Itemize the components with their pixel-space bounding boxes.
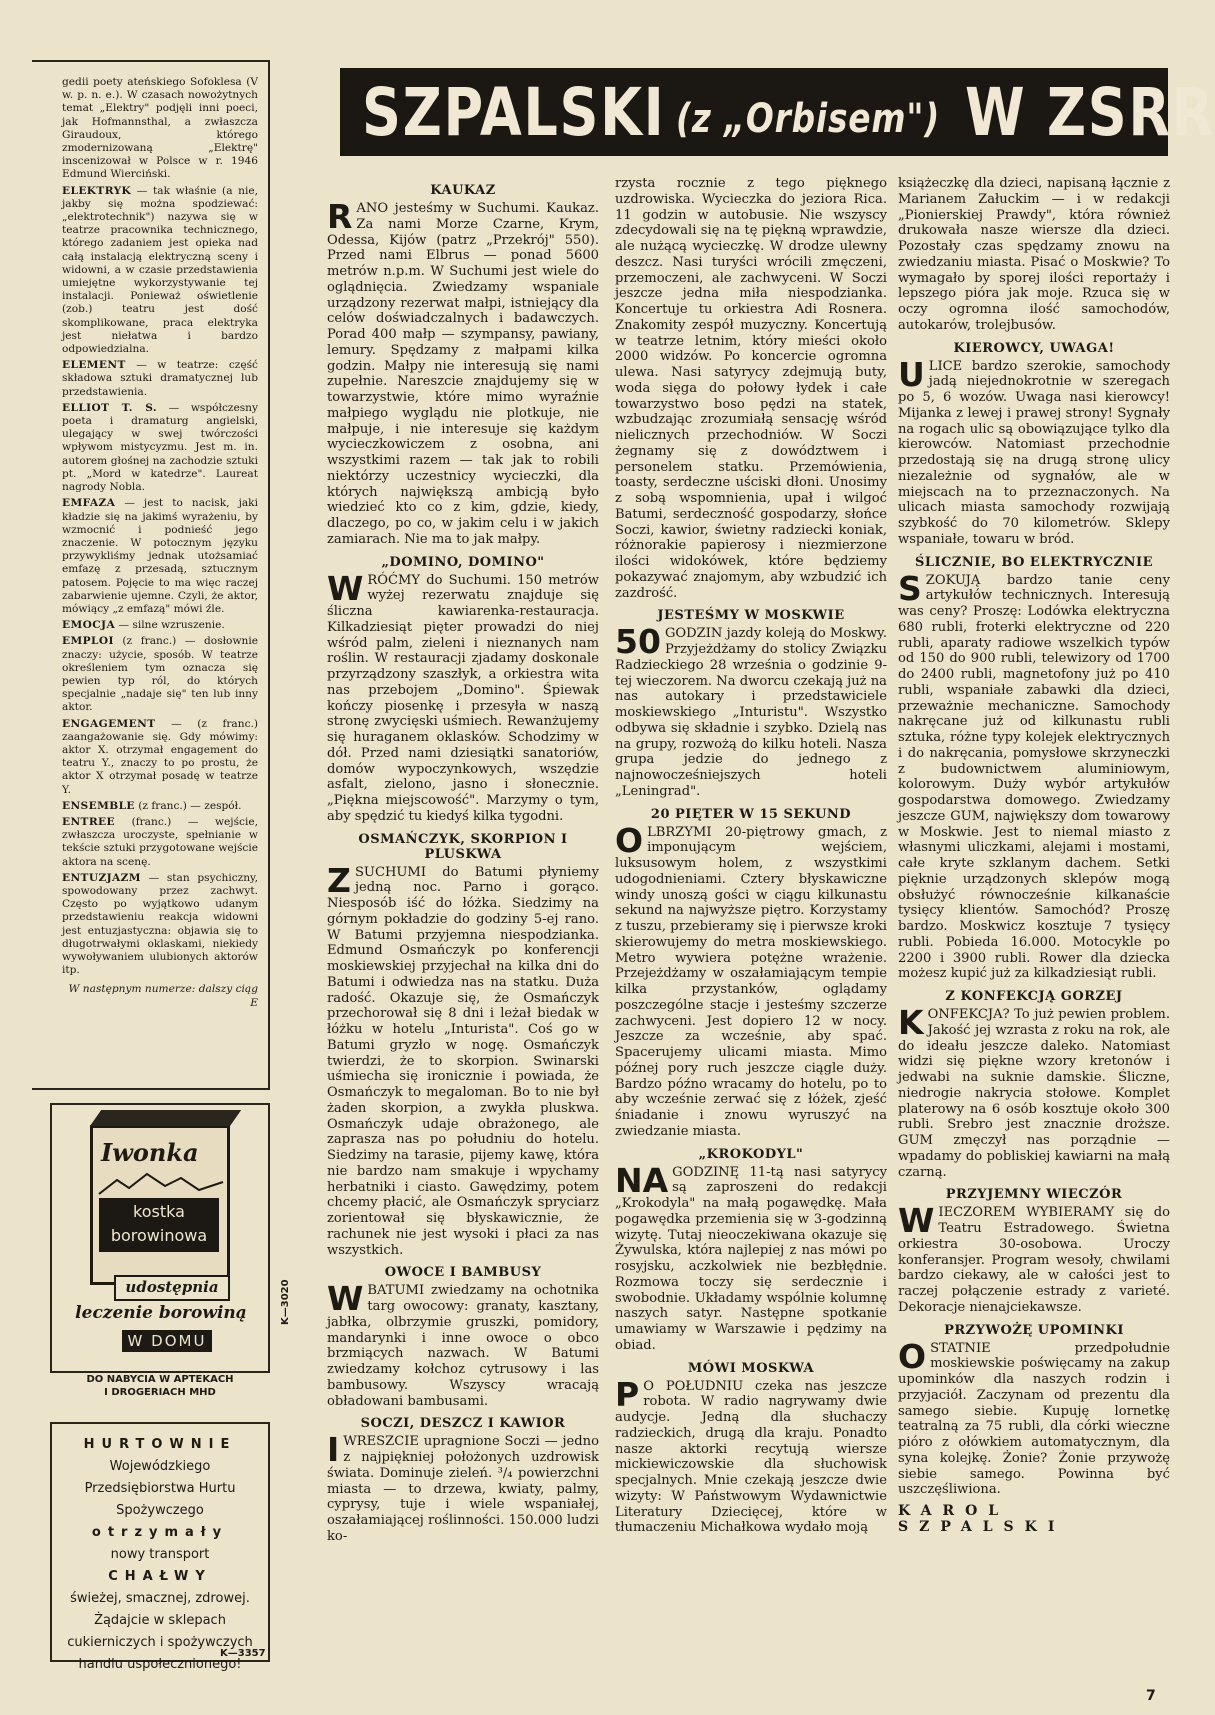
glossary-entry (62, 359, 258, 399)
column-3-sections (898, 176, 1170, 1498)
section-body: rzysta rocznie z tego pięknego uzdrowiska. Wycieczka do jeziora Rica. 11 godzin w autobusie. Nie wszyscy zdecydowali się na tę piękną wprawdzie, ale nużącą wycieczkę. W drodze ulewny deszcz. Nasi turyści wrócili zmęczeni, przemoczeni, ale zachwyceni. W Soczi jeszcze jedna miła niespodzianka. Koncertuje tu orkiestra Adi Rosnera. Znakomity zespół muzyczny. Koncertują w teatrze letnim, który mieści około 2000 widzów. Po koncercie ogromna ulewa. Nasi satyrycy zdejmują buty, woda sięga do połowy łydek i całe towarzystwo boso pędzi na statek, wzbudzając zrozumiałą sensację wśród nielicznych przechodniów. W Soczi żegnamy się z dowództwem i personelem statku. Przemówienia, toasty, serdeczne uściski dłoni. Unosimy z sobą wspomnienia, upał i wilgoć Batumi, serdeczność gospodarzy, słońce Soczi, kawior, świetny radziecki koniak, różnorakie papierosy i niezmierzone ilości widokówek, które będziemy pokazywać znajomym, aby wzbudzić ich zazdrość. (615, 176, 887, 601)
article-section (898, 555, 1170, 983)
hurt-title: HURTOWNIE (83, 1437, 237, 1452)
glossary-entry (62, 718, 258, 797)
glossary-entries (62, 185, 258, 978)
hurt-received: otrzymały (91, 1525, 229, 1540)
drop-cap: 50 (615, 622, 661, 662)
glossary-definition: — silne wzruszenie. (118, 619, 225, 632)
glossary-entry (62, 402, 258, 494)
section-title: Z KONFEKCJĄ GORZEJ (945, 989, 1123, 1004)
section-text (327, 197, 599, 548)
glossary-definition: — współczesny poeta i dramaturg angielski, ulegający w swej twórczości wpływom mistycyzmu. Jest m. in. autorem głośnej na zachodzie sztuki pt. „Mord w katedrze". Laureat nagrody Nobla. (62, 401, 258, 494)
product-box-illustration (90, 1125, 230, 1285)
theatre-glossary (32, 60, 270, 1090)
section-text (898, 176, 1170, 334)
article-section (615, 176, 887, 601)
section-body: ZOKUJĄ bardzo tanie ceny artykułów technicznych. Interesują was ceny? Proszę: Lodówka elektryczna 680 rubli, froterki elektryczne od 220 rubli, aparaty radiowe wszelkich typów od 150 do 900 rubli, telewizory od 1700 do 2400 rubli, magnetofony już po 410 rubli, wspaniałe zabawki dla dzieci, przeważnie mechaniczne. Samochody nakręcane już od kilkunastu rubli sztuka, różne typy kolejek elektrycznych i do nakręcania, pomysłowe skrzyneczki z budownictwem aluminiowym, kolorowym. Duży wybór artykułów gospodarstwa domowego. Zwiedzamy jeszcze GUM, największy dom towarowy w Moskwie. Jest to niemal miasto z własnymi uliczkami, alejami i mostami, całe kryte szklanym dachem. Setki pięknie urządzonych sklepów mogą obsłużyć równocześnie kilkanaście tysięcy klientów. Samochód? Proszę bardzo. Moskwicz kosztuje 7 tysięcy rubli. Pobieda 16.000. Motocykle po 2200 i 3900 rubli. Rower dla dziecka możesz kupić już za kilkadziesiąt rubli. (898, 572, 1170, 982)
section-text (615, 622, 887, 799)
mountain-icon (99, 1172, 223, 1196)
drop-cap: W (327, 568, 364, 608)
glossary-term: ENTUZJAZM (62, 871, 141, 884)
section-text (327, 860, 599, 1259)
glossary-entry (62, 635, 258, 714)
drop-cap: NA (615, 1160, 669, 1200)
section-body: GODZINĘ 11-tą nasi satyrycy są zaproszeni do redakcji „Krokodyla" na małą pogawędkę. Mała pogawędka przemienia się w 3-godzinną wizytę. Tutaj nieoczekiwana okazuje się Żywulska, która najlepiej z nas mówi po rosyjsku, aczkolwiek nie bezbłędnie. Rozmowa toczy się serdecznie i swobodnie. Układamy wspólnie kolumnę naszych satyr. Następne spotkanie umawiamy w Warszawie i pędzimy na obiad. (615, 1164, 887, 1353)
section-body: GODZIN jazdy koleją do Moskwy. Przyjeżdżamy do stolicy Związku Radzieckiego 28 września o godzinie 9-tej wieczorem. Na dworcu czekają już na nas autokary i przedstawiciele moskiewskiego „Inturistu". Wszystko odbywa się składnie i szybko. Dzielą nas na grupy, rozwożą do kilku hoteli. Nasza grupa jedzie do jednego z najnowocześniejszych hoteli „Leningrad". (615, 626, 887, 799)
section-title: OSMAŃCZYK, SKORPION I PLUSKWA (358, 831, 568, 862)
glossary-term: EMPLOI (62, 635, 114, 648)
section-body: LBRZYMI 20-piętrowy gmach, z imponującym wejściem, luksusowym holem, z wszystkimi udogodnieniami. Cztery błyskawiczne windy unoszą gości w ciągu kilkunastu sekund na najwyższe piętro. Korzystamy z tuszu, przebieramy się i pierwsze kroki skierowujemy do metra moskiewskiego. Metro wywiera potężne wrażenie. Przejeżdżamy w oszałamiającym tempie kilka przystanków, oglądamy poszczególne stacje i jesteśmy szczerze zachwyceni. Jest dopiero 12 w nocy. Jeszcze za wcześnie, aby spać. Spacerujemy ulicami miasta. Mimo późnej pory ruch jeszcze ciągle duży. Bardzo późno wracamy do hotelu, po to aby wcześnie zerwać się z łóżek, zjeść śniadanie i znowu wyruszyć na zwiedzanie miasta. (615, 824, 887, 1139)
glossary-definition: — stan psychiczny, spowodowany przez zachwyt. Często po wyjątkowo udanym przedstawieniu reakcja widowni jest entuzjastyczna: objawia się to długotrwałymi oklaskami, niekiedy wywoływaniem ulubionych aktorów itp. (62, 871, 258, 977)
article-section (898, 341, 1170, 548)
product-name-panel (99, 1198, 219, 1252)
glossary-definition: — jest to nacisk, jaki kładzie się na jakimś wyrażeniu, by wzmocnić i podnieść jego znaczenie. W potocznym języku przywykliśmy jednak utożsamiać emfazę z przesadą, sztucznym patosem. Pojęcie to ma więc raczej zabarwienie ujemne. Czyli, że aktor, mówiący „z emfazą" mówi źle. (62, 497, 258, 615)
article-headline (340, 68, 1215, 156)
glossary-entry (62, 816, 258, 869)
article-section (615, 1361, 887, 1537)
section-title: „KROKODYL" (698, 1146, 804, 1162)
glossary-entry (62, 497, 258, 616)
section-text (898, 354, 1170, 548)
glossary-term: ELLIOT T. S. (62, 401, 157, 414)
hurt-company: Wojewódzkiego Przedsiębiorstwa Hurtu Spożywczego (84, 1459, 236, 1518)
iwonka-availability (50, 1373, 270, 1403)
glossary-entry (62, 800, 258, 813)
glossary-definition: (z franc.) — dosłownie znaczy: użycie, sposób. W teatrze określeniem tym oznacza się pewien typ ról, do których specjalnie „nadaje się" ten lub inny aktor. (62, 635, 258, 714)
section-title: „DOMINO, DOMINO" (381, 554, 545, 570)
glossary-term: ENSEMBLE (62, 799, 135, 812)
article-section (615, 1147, 887, 1354)
hurt-product: CHAŁWY (108, 1569, 212, 1584)
article-section (327, 183, 599, 548)
iwonka-ad-code: K—3020 (280, 1279, 291, 1325)
drop-cap: P (615, 1374, 640, 1414)
section-body: O POŁUDNIU czeka nas jeszcze robota. W radio nagrywamy dwie audycje. Jedną dla słuchaczy radzieckich, drugą dla kraju. Ponadto nasze aktorki recytują wiersze mickiewiczowskie dla słuchowisk specjalnych. Mnie czekają jeszcze dwie wizyty: W Państwowym Wydawnictwie Literatury Dziecięcej, które w tłumaczeniu Michałkowa wydało moją (615, 1378, 887, 1536)
glossary-term: ELEKTRYK (62, 184, 132, 197)
article-section (327, 1265, 599, 1409)
section-title: PRZYWOŻĘ UPOMINKI (944, 1322, 1124, 1338)
glossary-definition: — w teatrze: część składowa sztuki dramatycznej lub przedstawienia. (62, 359, 258, 398)
article-section (615, 807, 887, 1140)
section-title: MÓWI MOSKWA (687, 1360, 815, 1376)
section-body: ONFEKCJA? To już pewien problem. Jakość jej wzrasta z roku na rok, ale do ideału jeszcze daleko. Natomiast widzi się piękne wzory kretonów i jedwabi na suknie damskie. Śliczne, niedrogie nakrycia stołowe. Komplet platerowy na 6 osób kosztuje około 300 rubli. Srebro jest znacznie droższe. GUM zmęczył nas porządnie — wpadamy do pobliskiej kawiarni na małą czarną. (898, 1007, 1170, 1180)
article-section (615, 608, 887, 799)
hurt-qualities: świeżej, smacznej, zdrowej. (70, 1591, 250, 1606)
article-column-2 (615, 176, 887, 1706)
section-body: SUCHUMI do Batumi płyniemy jedną noc. Parno i gorąco. Niesposób iść do łóżka. Siedzimy na górnym pokładzie do godziny 5-ej rano. W Batumi przyjemna niespodzianka. Edmund Osmańczyk po konferencji moskiewskiej przyjechał na kilka dni do Batumi i odwiedza nas na statku. Duża radość. Okazuje się, że Osmańczyk przechorował się 8 dni i leżał biedak w łóżku w hotelu „Inturista". Coś go w Batumi gryzło w nogę. Osmańczyk twierdzi, że to skorpion. Swinarski uśmiecha się ironicznie i powiada, że Osmańczyk to megaloman. Bo to nie był żaden skorpion, a zwykła pluskwa. Osmańczyk udaje obrażonego, ale zaprasza nas po południu do hotelu. Siedzimy na tarasie, pijemy kawę, która nie bardzo nam smakuje i wpychamy herbatniki i ciasto. Gawędzimy, potem chcemy płacić, ale Osmańczyk spryciarz zorientował się błyskawicznie, że rachunek nie jest wysoki i płaci za nas wszystkich. (327, 864, 599, 1258)
hurt-call-to-action: Żądajcie w sklepach cukierniczych i spożywczych handlu uspołecznionego! (67, 1613, 253, 1672)
tagline-leczenie: leczenie borowiną (75, 1303, 247, 1323)
brand-name: Iwonka (101, 1138, 199, 1167)
section-text (898, 1201, 1170, 1315)
article-section (327, 555, 599, 825)
page-number: 7 (1146, 1688, 1156, 1704)
drop-cap: O (898, 1336, 927, 1376)
glossary-term: ENTREE (62, 815, 115, 828)
section-title: KIEROWCY, UWAGA! (953, 340, 1115, 356)
section-text (615, 1160, 887, 1354)
glossary-definition: — tak właśnie (a nie, jakby się można spodziewać: „elektrotechnik") nazywa się w teatrze pracownika technicznego, którego zadaniem jest opieka nad całą instalacją elektryczną sceny i widowni, a w czasie przedstawienia umiejętne wykorzystywanie tej instalacji. Ponieważ oświetlenie (zob.) teatru jest dość skomplikowane, praca elektryka jest niełatwa i bardzo odpowiedzialna. (62, 184, 258, 356)
section-title: SOCZI, DESZCZ I KAWIOR (360, 1416, 566, 1432)
glossary-definition: — (z franc.) zaangażowanie się. Gdy mówimy: aktor X. otrzymał engagement do teatru Y., znaczy to po prostu, że aktor X otrzymał posadę w teatrze Y. (62, 717, 258, 796)
glossary-term: ENGAGEMENT (62, 717, 156, 730)
section-body: WRESZCIE upragnione Soczi — jedno z najpiękniej położonych uzdrowisk świata. Dominuje zieleń. ³/₄ powierzchni miasta — to drzewa, kwiaty, palmy, cyprysy, tuje i wiele wspaniałej, oszałamiającej roślinności. 150.000 ludzi ko- (327, 1434, 599, 1544)
glossary-entry (62, 185, 258, 357)
tagline-w-domu: W DOMU (122, 1330, 212, 1352)
section-title: PRZYJEMNY WIECZÓR (945, 1187, 1123, 1203)
glossary-definition: (z franc.) — zespół. (138, 799, 242, 812)
headline-part2: (z „Orbisem") (676, 96, 941, 142)
section-text (327, 1279, 599, 1409)
article-section (898, 1187, 1170, 1315)
section-body: ANO jesteśmy w Suchumi. Kaukaz. Za nami Morze Czarne, Krym, Odessa, Kijów (patrz „Przekrój" 550). Przed nami Elbrus — ponad 5600 metrów n.p.m. W Suchumi jest wiele do oglądnięcia. Zwiedzamy wspaniale urządzony rezerwat małpi, istniejący dla celów doświadczalnych i badawczych. Porad 400 małp — szympansy, pawiany, lemury. Spędzamy z małpami kilka godzin. Małpy nie interesują się nami zupełnie. Nareszcie znajdujemy się w towarzystwie, które mimo wyraźnie małpiego wyglądu nie plotkuje, nie małpuje, i nie interesuje się każdym wycieczkowiczem z osobna, ani wszystkimi razem — tak jak to robili niektórzy uczestnicy wycieczki, dla których największą ambicją było wiedzieć kto co z kim, gdzie, kiedy, dlaczego, po co, w jakim celu i w jakich zamiarach. Nie ma to jak małpy. (327, 201, 599, 547)
section-title: KAUKAZ (430, 183, 496, 198)
glossary-entry (62, 872, 258, 978)
headline-part3: W ZSRR (965, 74, 1215, 151)
availability-line2: I DROGERIACH MHD (104, 1387, 216, 1398)
glossary-term: EMOCJA (62, 619, 116, 632)
section-text (898, 1003, 1170, 1180)
section-body: LICE bardzo szerokie, samochody jadą niejednokrotnie w szeregach po 5, 6 wozów. Uwaga nasi kierowcy! Mijanka z lewej i prawej strony! Sygnały na rogach ulic są obowiązujące tylko dla kierowców. Natomiast przechodnie przedostają się na drugą stronę ulicy niezależnie od sygnałów, ale w miejscach na to przeznaczonych. Na ulicach miasta samochody rozwijają szybkość do 70 kilometrów. Sklepy wspaniałe, towaru w bród. (898, 358, 1170, 547)
article-column-3 (898, 176, 1170, 1706)
section-title: ŚLICZNIE, BO ELEKTRYCZNIE (914, 554, 1154, 570)
section-text (615, 1374, 887, 1537)
drop-cap: O (615, 820, 644, 860)
glossary-term: ELEMENT (62, 359, 126, 372)
section-text (327, 1430, 599, 1544)
section-text (898, 1336, 1170, 1499)
article-section (898, 989, 1170, 1180)
section-title: JESTEŚMY W MOSKWIE (657, 608, 845, 624)
section-text (615, 820, 887, 1140)
headline-part1: SZPALSKI (362, 74, 666, 151)
section-body: RÓĆMY do Suchumi. 150 metrów wyżej rezerwatu znajduje się śliczna kawiarenka-restauracja. Kilkadziesiąt pięter prowadzi do niej wśród palm, zieleni i nieznanych nam roślin. W restauracji zjadamy doskonale przyrządzony szaszłyk, a orkiestra wita nas przebojem „Domino". Śpiewak kończy piosenkę i przesyła w naszą stronę zwycięski uśmiech. Rewanżujemy się huraganem oklasków. Schodzimy w dół. Przed nami dziesiątki sanatoriów, domów wypoczynkowych, wszędzie asfalt, zielono, jasno i słonecznie. „Piękna miejscowość". Marzymy o tym, aby spędzić tu kiedyś kilka tygodni. (327, 572, 599, 824)
glossary-intro: gedii poety ateńskiego Sofoklesa (V w. p. n. e.). W czasach nowożytnych temat „Elektry" podjęli inni poeci, jak Hofmannsthal, a zwłaszcza Giraudoux, którego zmodernizowaną „Elektrę" inscenizował w Polsce w r. 1946 Edmund Wierciński. (62, 76, 258, 181)
section-text (327, 568, 599, 825)
section-title: 20 PIĘTER W 15 SEKUND (650, 806, 852, 822)
hurtownie-advertisement (50, 1422, 270, 1672)
author-byline: KAROL SZPALSKI (898, 1503, 1066, 1535)
drop-cap: Z (327, 860, 351, 900)
availability-line1: DO NABYCIA W APTEKACH (86, 1374, 234, 1385)
article-section (327, 1416, 599, 1544)
tagline-udostepnia: udostępnia (114, 1275, 230, 1301)
article-section (327, 832, 599, 1259)
drop-cap: K (898, 1003, 924, 1042)
product-box-lid (90, 1110, 241, 1126)
drop-cap: W (327, 1279, 364, 1319)
section-title: OWOCE I BAMBUSY (384, 1265, 542, 1281)
section-body: IECZOREM WYBIERAMY się do Teatru Estradowego. Świetna orkiestra 30-osobowa. Uroczy konferansjer. Program wesoły, chwilami bardzo ciekawy, ale w całości jest to raczej połączenie estrady z varieté. Dekoracje nienajciekawsze. (898, 1205, 1170, 1315)
article-column-1 (327, 176, 599, 1706)
section-text (615, 176, 887, 601)
glossary-entry (62, 619, 258, 632)
section-body: STATNIE przedpołudnie moskiewskie poświęcamy na zakup upominków dla naszych rodzin i przyjaciół. Zaczynam od prezentu dla samego siebie. Kupuję lornetkę teatralną za 75 rubli, dla córki wieczne pióro z ołówkiem automatycznym, dla syna kolejkę. Żonie? Żonie przywożę siebie samego. Powinna być uszczęśliwiona. (898, 1340, 1170, 1498)
glossary-definition: (franc.) — wejście, zwłaszcza uroczyste, spełnianie w tekście sztuki przygotowane wejście aktora na scenę. (62, 815, 258, 868)
drop-cap: W (898, 1201, 935, 1241)
product-name-line1: kostka (133, 1202, 185, 1221)
article-section (898, 176, 1170, 334)
drop-cap: S (898, 568, 922, 608)
glossary-term: EMFAZA (62, 497, 116, 510)
hurtownie-ad-code: K—3357 (220, 1648, 266, 1659)
section-body: książeczkę dla dzieci, napisaną łącznie z Marianem Załuckim — i w redakcji „Pionierskiej Prawdy", która również drukowała nasze wiersze dla dzieci. Pozostały czas spędzamy znowu na zwiedzaniu miasta. Pisać o Moskwie? To wymagało by sporej ilości reportaży i lepszego pióra jak moje. Rzuca się w oczy ogromna ilość samochodów, autokarów, trolejbusów. (898, 176, 1170, 333)
drop-cap: R (327, 197, 353, 236)
article-section (898, 1323, 1170, 1499)
product-name-line2: borowinowa (110, 1226, 208, 1245)
section-text (898, 568, 1170, 983)
iwonka-advertisement (50, 1103, 270, 1373)
section-body: BATUMI zwiedzamy na ochotnika targ owocowy: granaty, kasztany, jabłka, olbrzymie gruszki, pomidory, mandarynki i inne owoce o obco brzmiących nazwach. W Batumi zwiedzamy kołchoz cytrusowy i las bambusowy. Wszyscy wracają obładowani bambusami. (327, 1283, 599, 1409)
hurt-new-transport: nowy transport (110, 1547, 210, 1562)
drop-cap: I (327, 1430, 340, 1470)
drop-cap: U (898, 354, 925, 394)
glossary-continuation: W następnym numerze: dalszy ciąg E (68, 983, 258, 1009)
